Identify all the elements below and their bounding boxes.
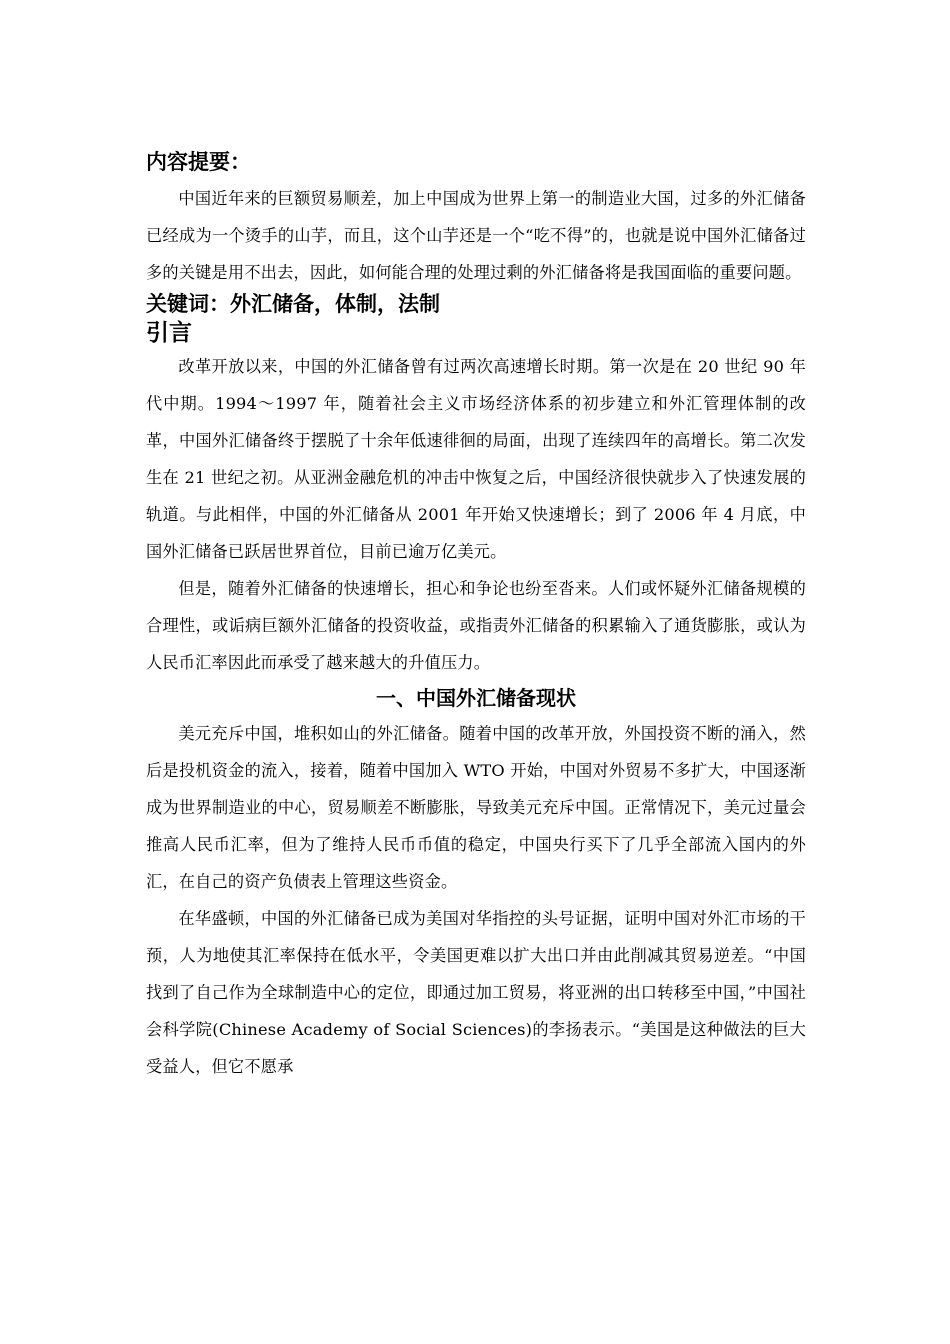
abstract-body: 中国近年来的巨额贸易顺差，加上中国成为世界上第一的制造业大国，过多的外汇储备已经成为一个烫手的山芋，而且，这个山芋还是一个“吃不得”的，也就是说中国外汇储备过多的关键是用不出去，因此，如何能合理的处理过剩的外汇储备将是我国面临的重要问题。 [146,189,806,282]
document-page [146,148,806,1085]
introduction-paragraph-2: 但是，随着外汇储备的快速增长，担心和争论也纷至沓来。人们或怀疑外汇储备规模的合理性，或诟病巨额外汇储备的投资收益，或指责外汇储备的积累输入了通货膨胀，或认为人民币汇率因此而承受了越来越大的升值压力。 [146,579,806,672]
introduction-heading: 引言 [146,320,192,346]
section-1-paragraph-2: 在华盛顿，中国的外汇储备已成为美国对华指控的头号证据，证明中国对外汇市场的干预，人为地使其汇率保持在低水平，令美国更难以扩大出口并由此削减其贸易逆差。“中国找到了自己作为全球制造中心的定位，即通过加工贸易，将亚洲的出口转移至中国，”中国社会科学院(Chinese Academy of Social Sciences)的李扬表示。“美国是这种做法的巨大受益人，但它不愿承 [146,909,806,1076]
introduction-paragraph-1: 改革开放以来，中国的外汇储备曾有过两次高速增长时期。第一次是在 20 世纪 90 年代中期。1994～1997 年，随着社会主义市场经济体系的初步建立和外汇管理体制的改革，中国外汇储备终于摆脱了十余年低速徘徊的局面，出现了连续四年的高增长。第二次发生在 21 世纪之初。从亚洲金融危机的冲击中恢复之后，中国经济很快就步入了快速发展的轨道。与此相伴，中国的外汇储备从 2001 年开始又快速增长；到了 2006 年 4 月底，中国外汇储备已跃居世界首位，目前已逾万亿美元。 [146,357,806,561]
abstract-heading: 内容提要： [146,150,251,174]
section-1-heading: 一、中国外汇储备现状 [376,686,576,710]
keywords-line: 关键词：外汇储备，体制，法制 [146,292,440,316]
section-1-paragraph-1: 美元充斥中国，堆积如山的外汇储备。随着中国的改革开放，外国投资不断的涌入，然后是投机资金的流入，接着，随着中国加入 WTO 开始，中国对外贸易不多扩大，中国逐渐成为世界制造业的中心，贸易顺差不断膨胀，导致美元充斥中国。正常情况下，美元过量会推高人民币汇率，但为了维持人民币币值的稳定，中国央行买下了几乎全部流入国内的外汇，在自己的资产负债表上管理这些资金。 [146,724,806,891]
